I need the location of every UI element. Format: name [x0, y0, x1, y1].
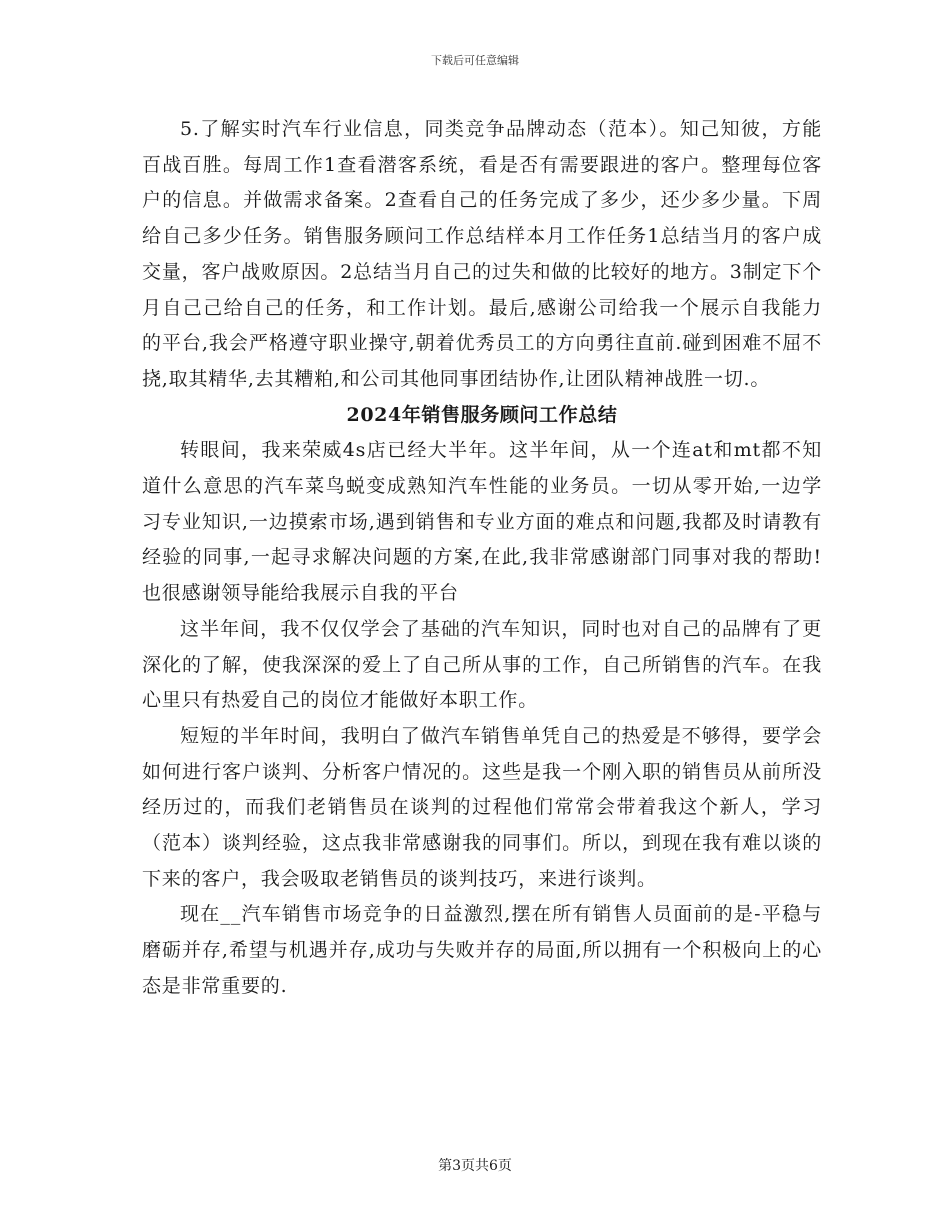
- paragraph: 转眼间，我来荣威4s店已经大半年。这半年间，从一个连at和mt都不知道什么意思的汽车菜鸟蜕变成熟知汽车性能的业务员。一切从零开始,一边学习专业知识,一边摸索市场,遇到销售和专业方面的难点和问题,我都及时请教有经验的同事,一起寻求解决问题的方案,在此,我非常感谢部门同事对我的帮助!也很感谢领导能给我展示自我的平台: [142, 439, 822, 605]
- paragraph: 短短的半年时间，我明白了做汽车销售单凭自己的热爱是不够得，要学会如何进行客户谈判、分析客户情况的。这些是我一个刚入职的销售员从前所没经历过的，而我们老销售员在谈判的过程他们常常会带着我这个新人，学习（范本）谈判经验，这点我非常感谢我的同事们。所以，到现在我有难以谈的下来的客户，我会吸取老销售员的谈判技巧，来进行谈判。: [142, 724, 822, 890]
- paragraph: 现在__汽车销售市场竞争的日益激烈,摆在所有销售人员面前的是-平稳与磨砺并存,希望与机遇并存,成功与失败并存的局面,所以拥有一个积极向上的心态是非常重要的.: [142, 903, 822, 997]
- paragraph: 这半年间，我不仅仅学会了基础的汽车知识，同时也对自己的品牌有了更深化的了解，使我深深的爱上了自己所从事的工作，自己所销售的汽车。在我心里只有热爱自己的岗位才能做好本职工作。: [142, 617, 822, 712]
- section-title: 2024年销售服务顾问工作总结: [346, 403, 618, 426]
- page-number: 第3页共6页: [438, 1158, 512, 1174]
- document-body: [142, 112, 822, 1005]
- paragraph-intro: 5.了解实时汽车行业信息，同类竞争品牌动态（范本）。知己知彼，方能百战百胜。每周工作1查看潜客系统，看是否有需要跟进的客户。整理每位客户的信息。并做需求备案。2查看自己的任务完成了多少，还少多少量。下周给自己多少任务。销售服务顾问工作总结样本月工作任务1总结当月的客户成交量，客户战败原因。2总结当月自己的过失和做的比较好的地方。3制定下个月自己己给自己的任务，和工作计划。最后,感谢公司给我一个展示自我能力的平台,我会严格遵守职业操守,朝着优秀员工的方向勇往直前.碰到困难不屈不挠,取其精华,去其糟粕,和公司其他同事团结协作,让团队精神战胜一切.。: [142, 118, 822, 390]
- page-header: 下载后可任意编辑: [431, 54, 519, 67]
